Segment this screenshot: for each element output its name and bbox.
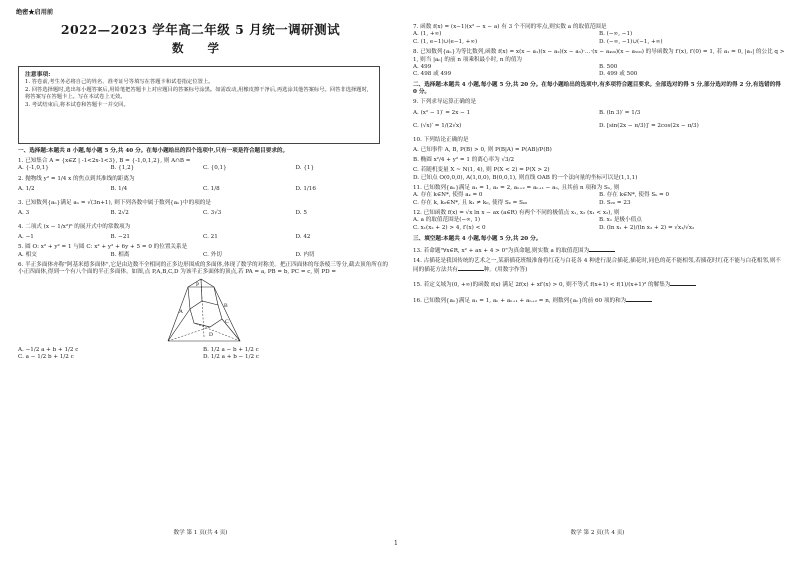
- notes-heading: 注意事项:: [25, 72, 51, 78]
- label-point-b: B: [224, 302, 228, 309]
- option: B. −21: [110, 233, 130, 240]
- notes-box: [18, 66, 380, 144]
- option: A. 相交: [18, 251, 37, 258]
- question-options: [18, 210, 388, 218]
- question-options: [18, 347, 388, 362]
- option: B. 相离: [110, 251, 130, 258]
- question-stem: 6. 半正多面体亦称"阿基米德多面体",它是由边数不全相同的正多边形围成的多面体,体现了数学的对称美。把正四面体的每条棱三等分,截去顶角所在的小正四面体,得到一个有八个面的半正多面体。如图,点 P,A,B,C,D 为该半正多面体的顶点,若 PA = a, PB = b, PC = c, 则 PD =: [18, 262, 389, 276]
- question-stem: 8. 已知数列{aₙ}为等比数列,函数 f(x) = x(x − a₁)(x − a₂)(x − a₃)·…·(x − a₄₉₉)(x − a₅₀₀) 的导函数为 f′(x), f′(0) = 1, 若 a₁ = 0, |a₁| 的公比 q > 1, 则当 |aₙ| 的前 n 项乘积最小时, n 的值为: [413, 49, 785, 63]
- option: A. (1, +∞): [413, 31, 442, 38]
- option: B. 存在 k∈N*, 使得 Sₖ = 0: [599, 192, 670, 198]
- polyhedron-figure: [18, 277, 388, 347]
- option: D. 1/16: [295, 186, 316, 193]
- subject-title: 数 学: [171, 41, 229, 55]
- question-stem: 10. 下列结论正确的是: [413, 136, 469, 143]
- option: C. a − 1/2 b + 1/2 c: [18, 354, 74, 361]
- note-item: 3. 考试结束后,将本试卷和答题卡一并交回。: [25, 101, 129, 108]
- answer-blank: [458, 265, 484, 271]
- question-stem: [413, 258, 785, 274]
- option: D. S₂₀ = 23: [599, 199, 631, 206]
- option: A. −1: [18, 233, 34, 240]
- option: B. (−∞, −1): [599, 31, 633, 38]
- option: B. {1,2}: [110, 165, 135, 172]
- option: D. 42: [295, 233, 311, 240]
- question-stem: 7. 函数 f(x) = (x−1)(x² − x − a) 有 3 个不同的零点,则实数 a 的取值范围是: [413, 24, 607, 30]
- option: A. 499: [413, 63, 432, 70]
- label-point-p: P: [196, 281, 200, 288]
- answer-blank: [670, 280, 696, 286]
- option: B. 1/2 a − b + 1/2 c: [203, 346, 259, 353]
- option: C. {0,1}: [203, 165, 227, 172]
- label-point-a: A: [179, 308, 183, 315]
- option: D. 内切: [295, 251, 315, 258]
- question-stem: 2. 抛物线 y² = 1/4 x 的焦点到其准线的距离为: [18, 176, 135, 182]
- option: D. [sin(2x − π/3)]′ = 2cos(2x − π/3): [599, 123, 699, 130]
- option: C. 若随机变量 X ~ N(1, 4), 则 P(X < 2) = P(X > 2): [413, 167, 550, 174]
- page-number: 1: [394, 540, 398, 547]
- option: B. (ln 3)′ = 1/3: [599, 109, 641, 116]
- option: A. −1/2 a + b + 1/2 c: [18, 346, 79, 353]
- option: B. x₁ 是极小值点: [599, 217, 642, 224]
- question-stem: 11. 已知数列{aₙ}满足 a₁ = 1, a₂ = 2, aₙ₊₂ = aₙ₊₁ − aₙ, 且其前 n 项和为 Sₙ, 则: [413, 184, 620, 191]
- page-footer-left: 数学 第 1 页(共 4 页): [173, 530, 228, 536]
- question-options: [413, 64, 785, 79]
- option: C. 外切: [203, 251, 222, 258]
- question-stem: [413, 296, 785, 305]
- option: A. 3: [18, 210, 30, 216]
- note-item: 2. 回答选择题时,选出每小题答案后,用铅笔把答题卡上对应题目的答案标号涂黑。如需改动,用橡皮擦干净后,再选涂其他答案标号。回答非选择题时,将答案写在答题卡上。写在本试卷上无效。: [25, 86, 369, 101]
- option: C. (√x)′ = 1/(2√x): [413, 123, 462, 130]
- option: A. (x² − 1)′ = 2x − 1: [413, 109, 471, 116]
- question-text: 种。(用数字作答): [483, 267, 528, 274]
- note-item: 1. 答卷前,考生务必将自己的姓名、准考证号等填写在答题卡和试卷指定位置上。: [25, 79, 214, 85]
- question-options: [413, 217, 785, 232]
- page-column-left: [8, 0, 393, 561]
- question-options: [18, 252, 388, 260]
- option: C. (1, e−1)∪(e−1, +∞): [413, 38, 478, 45]
- option: A. {-1,0,1}: [18, 165, 49, 172]
- question-options: [18, 186, 388, 194]
- label-point-d: D: [209, 331, 213, 338]
- label-point-c: C: [225, 318, 229, 325]
- option: C. 存在 k, k₀∈N*, 且 k₁ ≠ k₀, 使得 Sₖ = Sₖ₀: [413, 199, 528, 206]
- question-text: 16. 已知数列{aₙ}满足 a₁ = 1, aₙ + aₙ₊₁ + aₙ₊₂ = n, 则数列{aₙ}的前 60 项的和为: [413, 297, 627, 304]
- section-heading: 一、选择题:本题共 8 小题,每小题 5 分,共 40 分。在每小题给出的四个选项中,只有一项是符合题目要求的。: [18, 148, 289, 154]
- question-options: [413, 31, 785, 46]
- question-options: [18, 165, 388, 173]
- option: A. a 的取值范围是(−∞, 1): [413, 217, 481, 224]
- question-stem: 5. 圆 O: x² + y² = 1 与圆 C: x² + y² + 6y + 5 = 0 的位置关系是: [18, 244, 188, 251]
- confidential-mark: 绝密★启用前: [16, 9, 54, 16]
- question-stem: 12. 已知函数 f(x) = √x ln x − ax (a∈R) 有两个不同的极值点 x₁, x₂ (x₁ < x₂), 则: [413, 210, 620, 217]
- option: B. 2√2: [110, 210, 129, 216]
- option: B. 1/4: [110, 186, 128, 193]
- option: D. (ln x₁ + 2)/(ln x₂ + 2) = √x₁/√x₂: [599, 224, 695, 231]
- exam-title: 2022—2023 学年高二年级 5 月统一调研测试: [60, 22, 341, 37]
- option: C. 1/8: [203, 186, 220, 193]
- question-text: 14. 古插花是我国传统的艺术之一,某新插花班级准备将红花与白花各 4 种进行混合插花,插花时,同色的花不能相邻,若插花时红花不能与白花相邻,则不同的插花方法共有: [413, 257, 781, 274]
- question-options: [413, 110, 785, 118]
- question-text: 13. 若命题"∀x∈R, x² + ax + 4 > 0"为真命题,则实数 a 的取值范围为: [413, 247, 590, 254]
- option: A. 1/2: [18, 186, 35, 193]
- option: A. 已知事件 A, B, P(B) > 0, 则 P(B|A) = P(AB)/P(B): [413, 146, 552, 153]
- option: C. 498 或 499: [413, 71, 452, 78]
- answer-blank: [626, 296, 652, 302]
- question-text: 15. 若定义域为(0, +∞)的函数 f(x) 满足 2f(x) + xf′(x) > 0, 则不等式 f(x+1) < f(1)/(x+1)² 的解集为: [413, 282, 671, 289]
- option: B. 椭圆 x²/4 + y² = 1 的离心率为 √3/2: [413, 157, 515, 164]
- option: D. 已知点 O(0,0,0), A(1,0,0), B(0,0,1), 则直线 OAB 的一个法向量的坐标可以是(1,1,1): [413, 174, 638, 181]
- option: D. 499 或 500: [599, 71, 638, 78]
- question-stem: [413, 246, 785, 255]
- option: A. 存在 k∈N*, 使得 aₖ = 0: [413, 192, 483, 198]
- question-options: [413, 123, 785, 131]
- option: C. 21: [203, 233, 218, 240]
- page-column-right: [405, 0, 790, 561]
- question-options: [413, 192, 785, 207]
- answer-blank: [589, 246, 615, 252]
- option: D. (−∞, −1)∪(−1, +∞): [599, 38, 663, 45]
- option: D. 1/2 a + b − 1/2 c: [203, 354, 259, 361]
- question-stem: 9. 下列求导运算正确的是: [413, 99, 477, 106]
- option: C. x₁(x₂ + 2) > 4, f′(x) < 0: [413, 224, 486, 231]
- option: C. 3√3: [203, 210, 222, 216]
- left-questions: [18, 148, 388, 362]
- option: D. 5: [295, 210, 307, 216]
- section-heading: 二、选择题:本题共 4 小题,每小题 5 分,共 20 分。在每小题给出的选项中,有多项符合题目要求。全部选对的得 5 分,部分选对的得 2 分,有选错的得 0 分。: [413, 81, 781, 96]
- question-stem: 4. 二项式 (x − 1/x²)⁶ 的展开式中的常数项为: [18, 223, 131, 230]
- page-footer-right: 数学 第 2 页(共 4 页): [570, 530, 625, 536]
- polyhedron-diagram: [18, 277, 388, 347]
- option: B. 500: [599, 63, 618, 70]
- question-stem: 1. 已知集合 A = {x∈Z | -1<2x-1<3}, B = {-1,0,1,2}, 则 A∩B =: [18, 158, 191, 165]
- option: D. {1}: [295, 165, 315, 172]
- question-options: [18, 234, 388, 242]
- right-questions: [413, 24, 785, 305]
- section-heading: 三、填空题:本题共 4 小题,每小题 5 分,共 20 分。: [413, 235, 542, 242]
- question-stem: [413, 280, 785, 289]
- question-stem: 3. 已知数列{aₙ}满足 aₙ = √(3n+1), 则下列各数中属于数列{aₙ}中的项的是: [18, 199, 211, 206]
